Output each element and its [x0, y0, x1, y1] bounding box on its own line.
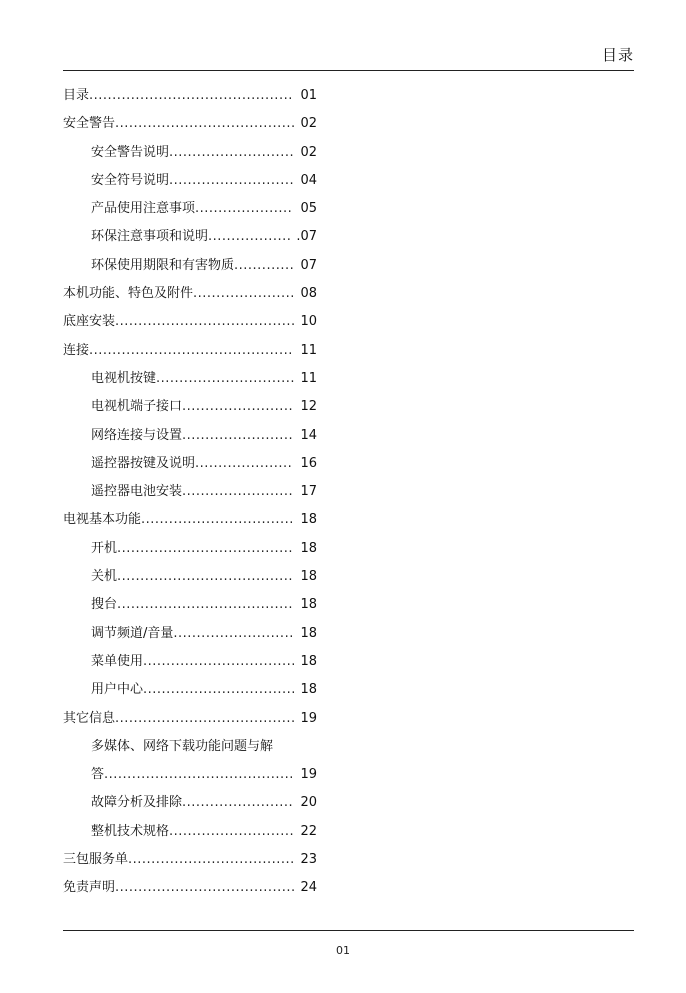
- toc-entry[interactable]: [63, 422, 363, 450]
- header-title: 目录: [601, 46, 634, 64]
- toc-entry[interactable]: [63, 874, 363, 902]
- toc-entry-title: 连接: [63, 342, 90, 358]
- toc-entry[interactable]: [63, 393, 363, 421]
- toc-dot-leader: ............................................: [89, 342, 293, 358]
- toc-entry-page: 11: [298, 365, 317, 393]
- toc-entry-title: 电视基本功能: [63, 512, 142, 528]
- toc-entry-page: 07: [298, 252, 317, 280]
- toc-dot-leader: ........................: [182, 427, 294, 443]
- toc-entry[interactable]: [63, 110, 363, 138]
- toc-entry[interactable]: [63, 705, 363, 733]
- toc-dot-leader: .............: [234, 257, 295, 273]
- toc-dot-leader: .......................................: [115, 880, 296, 896]
- toc-entry-title: 安全警告说明: [91, 144, 170, 160]
- toc-entry[interactable]: [63, 591, 363, 619]
- toc-dot-leader: .................................: [143, 682, 296, 698]
- toc-entry-page: 20: [298, 789, 317, 817]
- toc-dot-leader: ........................: [182, 795, 294, 811]
- toc-entry-title: 开机: [91, 540, 118, 556]
- toc-entry-page: 18: [298, 676, 317, 704]
- toc-dot-leader: ......................................: [117, 540, 294, 556]
- toc-entry[interactable]: [63, 478, 363, 506]
- toc-entry-title: 遥控器按键及说明: [91, 455, 196, 471]
- toc-entry[interactable]: [63, 563, 363, 591]
- toc-dot-leader: ............................................: [89, 88, 293, 103]
- toc-entry-page: 19: [298, 761, 317, 789]
- table-of-contents: [63, 82, 363, 903]
- toc-entry[interactable]: [63, 733, 363, 761]
- toc-entry-page: 18: [298, 591, 317, 619]
- toc-entry-page: 18: [298, 535, 317, 563]
- toc-entry-title: 故障分析及排除: [91, 795, 183, 811]
- toc-entry-page: 18: [298, 563, 317, 591]
- toc-dot-leader: ..........................: [173, 625, 294, 641]
- toc-entry[interactable]: [63, 676, 363, 704]
- toc-entry-page: 08: [298, 280, 317, 308]
- toc-entry[interactable]: [63, 280, 363, 308]
- toc-entry-page: 14: [298, 422, 317, 450]
- toc-entry-title: 多媒体、网络下载功能问题与解: [91, 738, 274, 754]
- toc-entry[interactable]: [63, 620, 363, 648]
- toc-entry-page: 18: [298, 648, 317, 676]
- toc-entry-title: 产品使用注意事项: [91, 201, 196, 217]
- toc-dot-leader: .................................: [143, 653, 296, 669]
- toc-dot-leader: ....................................: [128, 852, 295, 868]
- toc-entry-page: .07: [294, 223, 317, 251]
- toc-entry-page: 05: [298, 195, 317, 223]
- toc-dot-leader: .................................: [141, 512, 294, 528]
- toc-dot-leader: .......................................: [115, 710, 296, 726]
- toc-entry-title: 电视机按键: [91, 370, 157, 386]
- toc-entry-page: 18: [298, 506, 317, 534]
- toc-entry-title: 免责声明: [63, 880, 116, 896]
- toc-entry-page: 02: [298, 139, 317, 167]
- toc-entry-page: 22: [298, 818, 317, 846]
- toc-entry[interactable]: [63, 252, 363, 280]
- toc-entry[interactable]: [63, 846, 363, 874]
- toc-entry-page: 01: [298, 82, 317, 110]
- toc-entry[interactable]: [63, 506, 363, 534]
- toc-entry-title: 菜单使用: [91, 653, 144, 669]
- toc-dot-leader: ......................: [193, 286, 295, 302]
- toc-entry-page: 02: [298, 110, 317, 138]
- toc-dot-leader: .........................................: [104, 767, 294, 783]
- toc-entry[interactable]: [63, 648, 363, 676]
- toc-dot-leader: .......................................: [115, 314, 296, 330]
- toc-entry[interactable]: [63, 535, 363, 563]
- toc-dot-leader: ...........................: [169, 172, 295, 188]
- toc-dot-leader: ........................: [182, 399, 294, 415]
- toc-dot-leader: .......................................: [115, 116, 296, 132]
- toc-entry-page: 12: [298, 393, 317, 421]
- footer-rule: [63, 930, 634, 931]
- toc-entry[interactable]: [63, 337, 363, 365]
- toc-entry-page: 17: [298, 478, 317, 506]
- toc-dot-leader: ......................................: [117, 569, 294, 585]
- toc-entry[interactable]: [63, 761, 363, 789]
- toc-entry-page: 19: [298, 705, 317, 733]
- toc-entry[interactable]: [63, 195, 363, 223]
- toc-entry-title: 用户中心: [91, 682, 144, 698]
- toc-entry-title: 关机: [91, 569, 118, 585]
- toc-entry-title: 环保使用期限和有害物质: [91, 257, 235, 273]
- toc-dot-leader: ........................: [182, 484, 294, 500]
- toc-entry-title: 调节频道/音量: [91, 625, 174, 641]
- toc-entry-title: 答: [91, 767, 105, 783]
- toc-entry-page: 23: [298, 846, 317, 874]
- toc-dot-leader: ......................................: [117, 597, 294, 613]
- toc-entry[interactable]: [63, 308, 363, 336]
- toc-entry-title: 目录: [63, 88, 90, 103]
- toc-entry-page: 04: [298, 167, 317, 195]
- toc-entry-title: 环保注意事项和说明: [91, 229, 209, 245]
- toc-entry-page: 18: [298, 620, 317, 648]
- toc-entry-title: 安全符号说明: [91, 172, 170, 188]
- toc-entry-title: 安全警告: [63, 116, 116, 132]
- toc-entry[interactable]: [63, 139, 363, 167]
- toc-entry[interactable]: [63, 223, 363, 251]
- toc-entry-page: 24: [298, 874, 317, 902]
- toc-entry[interactable]: [63, 789, 363, 817]
- toc-dot-leader: ...........................: [169, 144, 295, 160]
- toc-entry-title: 网络连接与设置: [91, 427, 183, 443]
- page-header: [63, 30, 634, 71]
- toc-dot-leader: .....................: [195, 201, 293, 217]
- toc-dot-leader: .....................: [195, 455, 293, 471]
- toc-entry[interactable]: [63, 818, 363, 846]
- toc-entry-title: 底座安装: [63, 314, 116, 330]
- page-number: 01: [336, 944, 350, 957]
- toc-entry[interactable]: [63, 167, 363, 195]
- toc-entry-page: 10: [298, 308, 317, 336]
- toc-entry[interactable]: [63, 82, 363, 110]
- toc-entry-title: 电视机端子接口: [91, 399, 183, 415]
- toc-entry-title: 其它信息: [63, 710, 116, 726]
- toc-entry-title: 本机功能、特色及附件: [63, 286, 194, 302]
- toc-entry-title: 搜台: [91, 597, 118, 613]
- toc-entry-page: 16: [298, 450, 317, 478]
- toc-entry[interactable]: [63, 450, 363, 478]
- toc-entry-title: 遥控器电池安装: [91, 484, 183, 500]
- toc-dot-leader: ...........................: [169, 823, 295, 839]
- toc-entry-page: 11: [298, 337, 317, 365]
- toc-entry-title: 三包服务单: [63, 852, 129, 868]
- toc-dot-leader: ..................: [208, 229, 292, 245]
- toc-dot-leader: ..............................: [156, 370, 295, 386]
- toc-entry-title: 整机技术规格: [91, 823, 170, 839]
- toc-entry[interactable]: [63, 365, 363, 393]
